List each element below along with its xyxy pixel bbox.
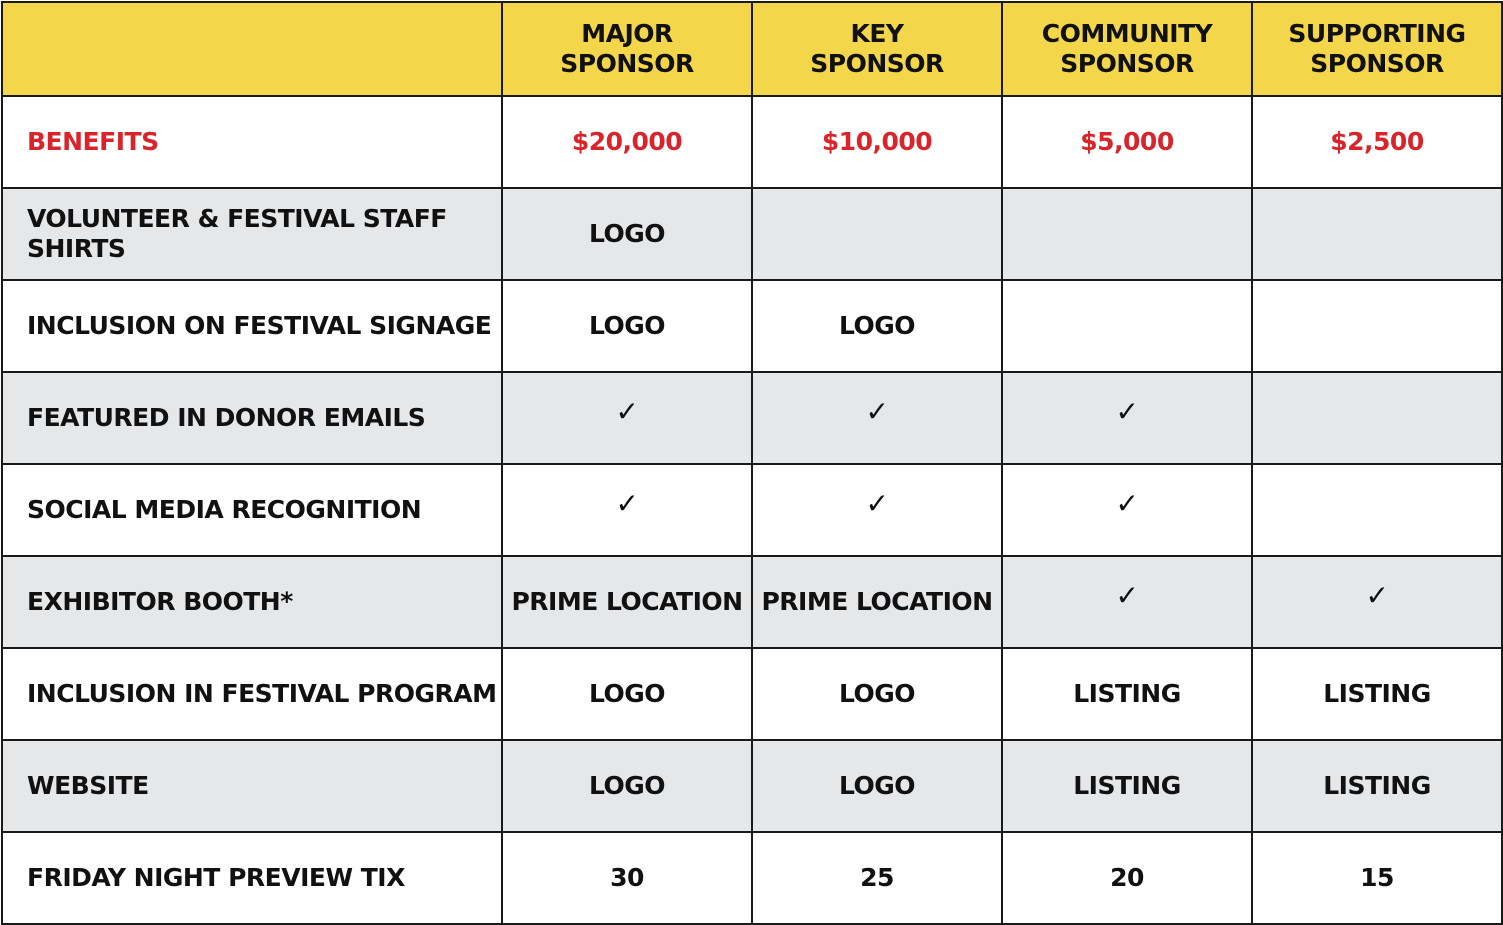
header-row bbox=[2, 2, 1502, 96]
checkmark-icon: ✓ bbox=[1365, 578, 1389, 612]
benefit-value: LOGO bbox=[502, 280, 752, 372]
benefit-label: VOLUNTEER & FESTIVAL STAFF SHIRTS bbox=[2, 188, 502, 280]
checkmark-icon: ✓ bbox=[1115, 486, 1139, 520]
benefit-value: LOGO bbox=[502, 188, 752, 280]
benefit-value: PRIME LOCATION bbox=[502, 556, 752, 648]
benefit-value bbox=[1002, 188, 1252, 280]
tier-name: COMMUNITY bbox=[1041, 19, 1213, 48]
price-key: $10,000 bbox=[752, 96, 1002, 188]
tier-name: MAJOR bbox=[581, 19, 673, 48]
benefit-value bbox=[752, 372, 1002, 464]
tier-suffix: SPONSOR bbox=[1060, 49, 1194, 78]
tier-name: SUPPORTING bbox=[1288, 19, 1466, 48]
benefit-value bbox=[1252, 188, 1502, 280]
tier-suffix: SPONSOR bbox=[1310, 49, 1444, 78]
benefit-value: 30 bbox=[502, 832, 752, 924]
benefit-label: INCLUSION IN FESTIVAL PROGRAM bbox=[2, 648, 502, 740]
benefit-value: PRIME LOCATION bbox=[752, 556, 1002, 648]
benefit-value bbox=[1002, 556, 1252, 648]
table-row bbox=[2, 372, 1502, 464]
checkmark-icon: ✓ bbox=[1115, 394, 1139, 428]
header-corner-cell bbox=[2, 2, 502, 96]
price-row-label: BENEFITS bbox=[2, 96, 502, 188]
tier-suffix: SPONSOR bbox=[810, 49, 944, 78]
table-row bbox=[2, 648, 1502, 740]
benefit-label: SOCIAL MEDIA RECOGNITION bbox=[2, 464, 502, 556]
benefit-value: 20 bbox=[1002, 832, 1252, 924]
table-row bbox=[2, 556, 1502, 648]
tier-name: KEY bbox=[850, 19, 904, 48]
benefit-value: LISTING bbox=[1002, 740, 1252, 832]
price-row bbox=[2, 96, 1502, 188]
benefit-value bbox=[1252, 280, 1502, 372]
sponsorship-table bbox=[1, 1, 1503, 925]
table-row bbox=[2, 740, 1502, 832]
benefit-value: LOGO bbox=[502, 740, 752, 832]
benefit-value bbox=[502, 464, 752, 556]
benefit-value bbox=[1002, 372, 1252, 464]
price-community: $5,000 bbox=[1002, 96, 1252, 188]
benefit-value bbox=[752, 464, 1002, 556]
benefit-value bbox=[502, 372, 752, 464]
benefit-value: LISTING bbox=[1252, 648, 1502, 740]
checkmark-icon: ✓ bbox=[615, 486, 639, 520]
tier-suffix: SPONSOR bbox=[560, 49, 694, 78]
checkmark-icon: ✓ bbox=[1115, 578, 1139, 612]
benefit-label: FEATURED IN DONOR EMAILS bbox=[2, 372, 502, 464]
table-row bbox=[2, 280, 1502, 372]
benefit-value bbox=[1252, 556, 1502, 648]
benefit-value: LISTING bbox=[1002, 648, 1252, 740]
benefit-value: 15 bbox=[1252, 832, 1502, 924]
benefit-value bbox=[1002, 280, 1252, 372]
benefit-value bbox=[1252, 464, 1502, 556]
price-major: $20,000 bbox=[502, 96, 752, 188]
header-cell-supporting bbox=[1252, 2, 1502, 96]
benefit-value bbox=[752, 188, 1002, 280]
checkmark-icon: ✓ bbox=[865, 486, 889, 520]
benefit-label: EXHIBITOR BOOTH* bbox=[2, 556, 502, 648]
header-cell-major bbox=[502, 2, 752, 96]
benefit-label: WEBSITE bbox=[2, 740, 502, 832]
benefit-value bbox=[1252, 372, 1502, 464]
benefit-label: FRIDAY NIGHT PREVIEW TIX bbox=[2, 832, 502, 924]
table-row bbox=[2, 464, 1502, 556]
checkmark-icon: ✓ bbox=[615, 394, 639, 428]
benefit-value: LOGO bbox=[752, 648, 1002, 740]
benefit-label: INCLUSION ON FESTIVAL SIGNAGE bbox=[2, 280, 502, 372]
price-supporting: $2,500 bbox=[1252, 96, 1502, 188]
header-cell-community bbox=[1002, 2, 1252, 96]
checkmark-icon: ✓ bbox=[865, 394, 889, 428]
table-row bbox=[2, 832, 1502, 924]
benefit-value: LOGO bbox=[752, 740, 1002, 832]
benefit-value bbox=[1002, 464, 1252, 556]
benefit-value: LISTING bbox=[1252, 740, 1502, 832]
benefit-value: LOGO bbox=[752, 280, 1002, 372]
header-cell-key bbox=[752, 2, 1002, 96]
benefit-value: LOGO bbox=[502, 648, 752, 740]
benefit-value: 25 bbox=[752, 832, 1002, 924]
table-row bbox=[2, 188, 1502, 280]
